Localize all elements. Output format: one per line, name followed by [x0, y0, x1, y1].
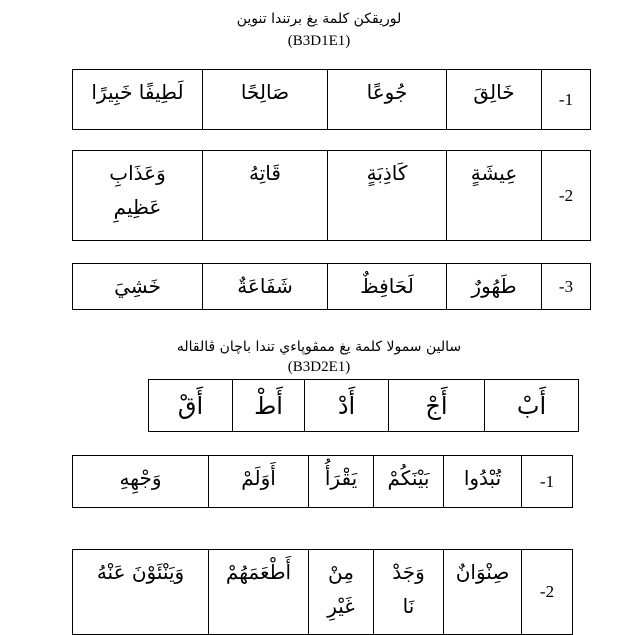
exercise-1-row-2	[72, 150, 591, 241]
exercise-2-row-1	[72, 455, 573, 508]
word-cell: شَفَاعَةٌ	[203, 264, 328, 310]
word-cell: أَوَلَمْ	[209, 456, 309, 508]
word-cell: قَاتِهُ	[203, 151, 328, 241]
word-cell: وَجْهِهِ	[73, 456, 209, 508]
word-cell: مِنْ غَيْرِ	[309, 550, 374, 635]
word-cell: تُبْدُوا	[444, 456, 522, 508]
letter-cell: أَبْ	[485, 380, 579, 432]
row-number: -2	[522, 550, 573, 635]
word-cell: لَحَافِظٌ	[328, 264, 447, 310]
row-number: -1	[542, 70, 591, 130]
word-cell: عِيشَةٍ	[447, 151, 542, 241]
row-number: -1	[522, 456, 573, 508]
word-cell: صِنْوَانٌ	[444, 550, 522, 635]
word-cell: جُوعًا	[328, 70, 447, 130]
exercise-1-row-3	[72, 263, 591, 310]
letters-table	[148, 379, 579, 432]
word-cell: طَهُورٌ	[447, 264, 542, 310]
word-cell: وَجَدْ نَا	[374, 550, 444, 635]
row-number: -2	[542, 151, 591, 241]
word-cell: خَشِيَ	[73, 264, 203, 310]
exercise-2-code: (B3D2E1)	[287, 359, 351, 375]
word-cell: لَطِيفًا خَبِيرًا	[73, 70, 203, 130]
word-cell: وَعَذَابِ عَظِيمِ	[73, 151, 203, 241]
word-cell: أَطْعَمَهُمْ	[209, 550, 309, 635]
exercise-2-row-2	[72, 549, 573, 635]
exercise-1-row-1	[72, 69, 591, 130]
exercise-2-heading: سالين سمولا كلمة يغ ممڤوڽاءي تندا باچان ڤالقاله	[176, 339, 462, 355]
word-cell: كَاذِبَةٍ	[328, 151, 447, 241]
word-cell: وَيَنْئَوْنَ عَنْهُ	[73, 550, 209, 635]
exercise-1-code: (B3D1E1)	[287, 33, 351, 49]
word-cell: بَيْنَكُمْ	[374, 456, 444, 508]
exercise-1-heading: لوريقكن كلمة يغ برتندا تنوين	[236, 11, 402, 27]
row-number: -3	[542, 264, 591, 310]
word-cell: يَقْرَأُ	[309, 456, 374, 508]
word-cell: صَالِحًا	[203, 70, 328, 130]
letter-cell: أَدْ	[305, 380, 389, 432]
letter-cell: أَجْ	[389, 380, 485, 432]
word-cell: خَالِقَ	[447, 70, 542, 130]
letter-cell: أَقْ	[149, 380, 233, 432]
letter-cell: أَطْ	[233, 380, 305, 432]
